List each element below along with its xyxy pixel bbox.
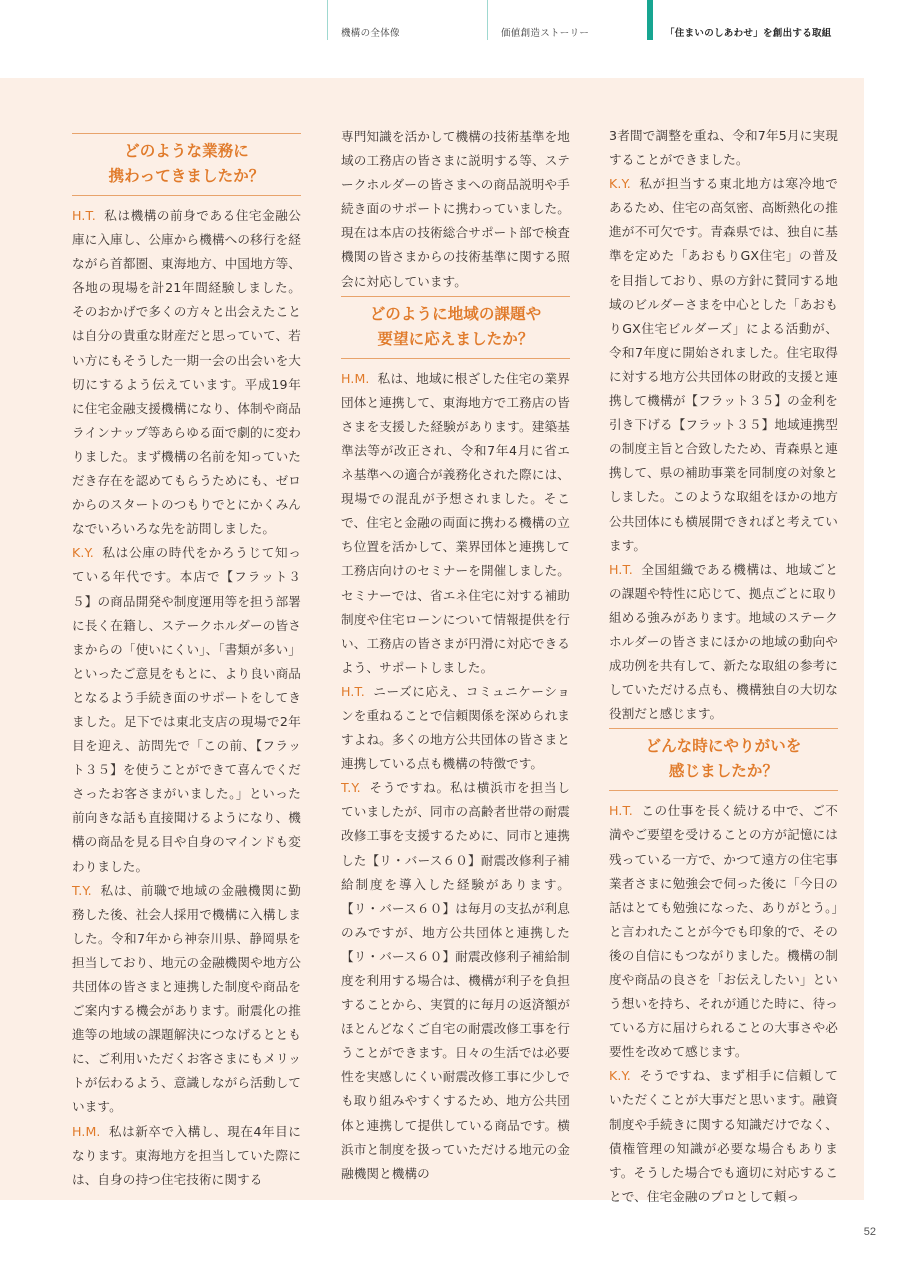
question-heading-line: 感じましたか？	[668, 762, 779, 781]
nav-tab-divider	[487, 0, 488, 40]
nav-tab-label: 価値創造ストーリー	[501, 28, 590, 39]
speaker-initials: K.Y.	[72, 545, 94, 561]
answer-paragraph	[72, 1120, 301, 1192]
answer-paragraph	[72, 204, 301, 541]
speaker-initials: K.Y.	[609, 1068, 631, 1084]
question-heading-line: どんな時にやりがいを	[645, 737, 802, 756]
speaker-initials: T.Y.	[341, 780, 361, 796]
answer-text: 私が担当する東北地方は寒冷地であるため、住宅の高気密、高断熱化の推進が不可欠です。青森県では、独自に基準を定めた「あおもりGX住宅」の普及を目指しており、県の方針に賛同する地域のビルダーさまを中心とした「あおもりGX住宅ビルダーズ」による活動が、令和7年度に開始されました。住宅取得に対する地方公共団体の財政的支援と連携して機構が【フラット３５】の金利を引き下げる【フラット３５】地域連携型の制度主旨と合致したため、青森県と連携して、県の補助事業を同制度の対象としました。このような取組をほかの地方公共団体にも横展開できればと考えています。	[609, 176, 838, 553]
answer-paragraph	[72, 879, 301, 1120]
nav-tab-overview[interactable]	[327, 0, 487, 42]
answer-paragraph	[341, 125, 570, 294]
answer-paragraph	[609, 124, 838, 172]
answer-paragraph	[609, 558, 838, 727]
question-heading-line: どのような業務に	[124, 142, 249, 160]
answer-paragraph	[341, 776, 570, 1186]
answer-paragraph	[341, 680, 570, 776]
speaker-initials: H.T.	[609, 561, 633, 577]
answer-text: この仕事を長く続ける中で、ご不満やご要望を受けることの方が記憶には残っている一方で、かつて遠方の住宅事業者さまに勉強会で伺った後に「今日の話はとても勉強になった、ありがとう。」と言われたことが今でも印象的で、その後の自信にもつながりました。機構の制度や商品の良さを「お伝えしたい」という想いを持ち、それが通じた時に、待っている方に届けられることの大事さや必要性を改めて感じます。	[609, 803, 838, 1060]
speaker-initials: T.Y.	[72, 882, 92, 898]
speaker-initials: H.T.	[341, 683, 365, 699]
answer-paragraph	[72, 541, 301, 878]
article-column-2	[341, 125, 570, 1186]
answer-text: そうですね、まず相手に信頼していただくことが大事だと思います。融資制度や手続きに関する知識だけでなく、債権管理の知識が必要な場合もあります。そうした場合でも適切に対応することで、住宅金融のプロとして頼っ	[609, 1068, 838, 1204]
answer-paragraph	[341, 367, 570, 680]
answer-text: 私は、前職で地域の金融機関に勤務した後、社会人採用で機構に入構しました。令和7年から神奈川県、静岡県を担当しており、地元の金融機関や地方公共団体の皆さまと連携した制度や商品をご案内する機会があります。耐震化の推進等の地域の課題解決につなげるとともに、ご利用いただくお客さまにもメリットが伝わるよう、意識しながら活動しています。	[72, 882, 301, 1115]
nav-tab-value-creation[interactable]	[487, 0, 647, 42]
nav-tab-active-indicator	[647, 0, 653, 40]
answer-paragraph	[609, 799, 838, 1064]
question-heading	[341, 296, 570, 359]
answer-text: ニーズに応え、コミュニケーションを重ねることで信頼関係を深められますよね。多くの地方公共団体の皆さまと連携している点も機構の特徴です。	[341, 683, 570, 772]
nav-tab-divider	[327, 0, 328, 40]
nav-tab-label: 機構の全体像	[341, 28, 400, 39]
answer-text: 専門知識を活かして機構の技術基準を地域の工務店の皆さまに説明する等、ステークホルダーの皆さまへの商品説明や手続き面のサポートに携わっていました。現在は本店の技術総合サポート部で検査機関の皆さまからの技術基準に関する照会に対応しています。	[341, 129, 570, 289]
article-column-1	[72, 128, 301, 1192]
answer-text: 全国組織である機構は、地域ごとの課題や特性に応じて、拠点ごとに取り組める強みがあります。地域のステークホルダーの皆さまにほかの地域の動向や成功例を共有して、新たな取組の参考にしていただける点も、機構独自の大切な役割だと感じます。	[609, 561, 838, 722]
answer-text: 私は機構の前身である住宅金融公庫に入庫し、公庫から機構への移行を経ながら首都圏、東海地方、中国地方等、各地の現場を計21年間経験しました。そのおかげで多くの方々と出会えたことは自分の貴重な財産だと思っていて、若い方にもそうした一期一会の出会いを大切にするよう伝えています。平成19年に住宅金融支援機構になり、体制や商品ラインナップ等あらゆる面で劇的に変わりました。まず機構の名前を知っていただき存在を認めてもらうためにも、ゼロからのスタートのつもりでとにかくみんなでいろいろな先を訪問しました。	[72, 208, 301, 537]
speaker-initials: H.T.	[72, 208, 96, 223]
speaker-initials: H.T.	[609, 803, 633, 819]
answer-text: 私は新卒で入構し、現在4年目になります。東海地方を担当していた際には、自身の持つ住宅技術に関する	[72, 1123, 301, 1187]
answer-paragraph	[609, 1064, 838, 1209]
question-heading-line: 携わってきましたか？	[108, 167, 265, 185]
answer-text: そうですね。私は横浜市を担当していましたが、同市の高齢者世帯の耐震改修工事を支援するために、同市と連携した【リ・バース６０】耐震改修利子補給制度を導入した経験があります。【リ・バース６０】は毎月の支払が利息のみですが、地方公共団体と連携した【リ・バース６０】耐震改修利子補給制度を利用する場合は、機構が利子を負担することから、実質的に毎月の返済額がほとんどなくご自宅の耐震改修工事を行うことができます。日々の生活では必要性を実感しにくい耐震改修工事に少しでも取り組みやすくするため、地方公共団体と連携して提供している商品です。横浜市と制度を扱っていただける地元の金融機関と機構の	[341, 780, 570, 1181]
answer-text: 私は、地域に根ざした住宅の業界団体と連携して、東海地方で工務店の皆さまを支援した経験があります。建築基準法等が改正され、令和7年4月に省エネ基準への適合が義務化された際には、現場での混乱が予想されました。そこで、住宅と金融の両面に携わる機構の立ち位置を活かして、業界団体と連携して工務店向けのセミナーを開催しました。セミナーでは、省エネ住宅に対する補助制度や住宅ローンについて情報提供を行い、工務店の皆さまが円滑に対応できるよう、サポートしました。	[341, 370, 570, 675]
question-heading	[609, 728, 838, 791]
page-number: 52	[863, 1226, 876, 1238]
speaker-initials: H.M.	[72, 1123, 101, 1139]
answer-paragraph	[609, 172, 838, 558]
nav-tab-label: 「住まいのしあわせ」を創出する取組	[665, 28, 832, 39]
question-heading-line: どのように地域の課題や	[369, 304, 542, 323]
question-heading	[72, 133, 301, 196]
nav-tab-initiatives-active[interactable]	[647, 0, 867, 42]
answer-text: 私は公庫の時代をかろうじて知っている年代です。本店で【フラット３５】の商品開発や制度運用等を担う部署に長く在籍し、ステークホルダーの皆さまからの「使いにくい」、「書類が多い」といったご意見をもとに、より良い商品となるよう手続き面のサポートをしてきました。足下では東北支店の現場で2年目を迎え、訪問先で「この前、【フラット３５】を使うことができて喜んでくださったお客さまがいました。」といった前向きな話も直接聞けるようになり、機構の商品を見る目や自身のマインドも変わりました。	[72, 545, 301, 874]
speaker-initials: H.M.	[341, 370, 370, 386]
answer-text: 3者間で調整を重ね、令和7年5月に実現することができました。	[609, 128, 838, 168]
article-column-3	[609, 124, 838, 1209]
speaker-initials: K.Y.	[609, 176, 631, 192]
question-heading-line: 要望に応えましたか？	[377, 329, 534, 348]
